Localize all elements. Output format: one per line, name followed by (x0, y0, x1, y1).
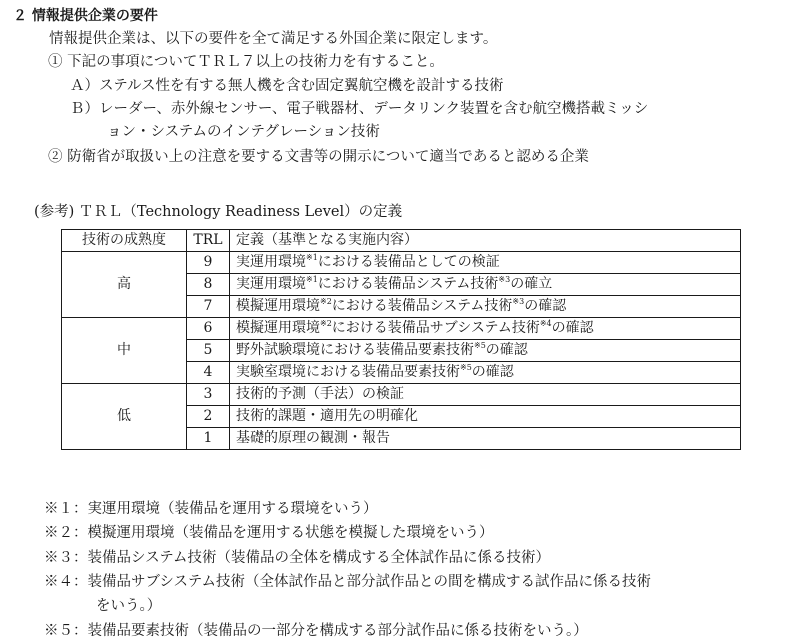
trl-number-cell: 8 (187, 274, 230, 296)
trl-table-body (62, 252, 741, 450)
definition-text: 技術的予測（手法）の検証 (236, 386, 404, 402)
footnote-marker: ※3 (498, 275, 511, 284)
header-maturity: 技術の成熟度 (62, 230, 187, 252)
maturity-level-cell: 低 (62, 384, 187, 450)
footnote-marker: ※4 (539, 319, 552, 328)
footnote-marker: ※5 (474, 341, 486, 350)
intro-text: 情報提供企業は、以下の要件を全て満足する外国企業に限定します。 (49, 31, 498, 47)
header-trl: TRL (187, 230, 230, 252)
definition-cell (230, 406, 741, 428)
trl-number-cell: 5 (187, 340, 230, 362)
definition-cell (230, 318, 741, 340)
definition-text: 基礎的原理の観測・報告 (236, 430, 390, 446)
definition-text: 野外試験環境における装備品要素技術 (236, 342, 474, 358)
definition-text: 技術的課題・適用先の明確化 (236, 408, 418, 424)
definition-text: の確認 (551, 320, 594, 336)
requirement-2: ② 防衛省が取扱い上の注意を要する文書等の開示について適当であると認める企業 (48, 149, 589, 165)
trl-number-cell: 9 (187, 252, 230, 274)
note-1: ※１：実運用環境（装備品を運用する環境をいう） (44, 501, 378, 517)
definition-cell (230, 340, 741, 362)
trl-number-cell: 7 (187, 296, 230, 318)
definition-cell (230, 274, 741, 296)
definition-text: における装備品サブシステム技術 (331, 320, 540, 336)
definition-cell (230, 252, 741, 274)
footnote-marker: ※5 (460, 363, 472, 372)
table-row (62, 252, 741, 274)
definition-cell (230, 296, 741, 318)
definition-text: の確立 (510, 276, 553, 292)
footnote-marker: ※2 (320, 319, 332, 328)
maturity-level-cell: 中 (62, 318, 187, 384)
note-4-line2: をいう。） (96, 598, 162, 614)
definition-text: における装備品システム技術 (331, 298, 513, 314)
trl-number-cell: 4 (187, 362, 230, 384)
definition-cell (230, 428, 741, 450)
definition-text: 模擬運用環境 (236, 298, 320, 314)
definition-text: の確認 (471, 364, 514, 380)
note-2: ※２：模擬運用環境（装備品を運用する状態を模擬した環境をいう） (44, 525, 494, 541)
definition-cell (230, 362, 741, 384)
definition-text: 実験室環境における装備品要素技術 (236, 364, 460, 380)
requirement-1b-line1: Ｂ）レーダー、赤外線センサー、電子戦器材、データリンク装置を含む航空機搭載ミッシ (70, 101, 649, 117)
table-header-row (62, 230, 741, 252)
definition-text: の確認 (485, 342, 528, 358)
trl-number-cell: 2 (187, 406, 230, 428)
requirement-1b-line2: ョン・システムのインテグレーション技術 (107, 124, 380, 140)
maturity-level-cell: 高 (62, 252, 187, 318)
section-heading: ２ 情報提供企業の要件 (13, 8, 158, 24)
definition-text: 模擬運用環境 (236, 320, 320, 336)
definition-text: 実運用環境 (236, 276, 306, 292)
trl-number-cell: 6 (187, 318, 230, 340)
requirement-1: ① 下記の事項についてＴＲＬ７以上の技術力を有すること。 (48, 54, 444, 70)
note-4-line1: ※４：装備品サブシステム技術（全体試作品と部分試作品との間を構成する試作品に係る技術 (44, 574, 651, 590)
requirement-1a: Ａ）ステルス性を有する無人機を含む固定翼航空機を設計する技術 (70, 78, 504, 94)
table-row (62, 384, 741, 406)
footnote-marker: ※1 (306, 253, 318, 262)
trl-number-cell: 1 (187, 428, 230, 450)
definition-text: 実運用環境 (236, 254, 306, 270)
definition-text: の確認 (524, 298, 567, 314)
header-definition: 定義（基準となる実施内容） (230, 230, 741, 252)
table-row (62, 318, 741, 340)
definition-cell (230, 384, 741, 406)
note-3: ※３：装備品システム技術（装備品の全体を構成する全体試作品に係る技術） (44, 550, 551, 566)
footnote-marker: ※2 (320, 297, 332, 306)
trl-table (61, 229, 741, 450)
definition-text: における装備品としての検証 (317, 254, 500, 270)
footnote-marker: ※1 (306, 275, 318, 284)
note-5: ※５：装備品要素技術（装備品の一部分を構成する部分試作品に係る技術をいう。） (44, 623, 588, 639)
reference-title: (参考) ＴＲＬ（Technology Readiness Level）の定義 (34, 204, 403, 220)
definition-text: における装備品システム技術 (317, 276, 499, 292)
trl-number-cell: 3 (187, 384, 230, 406)
footnote-marker: ※3 (512, 297, 525, 306)
